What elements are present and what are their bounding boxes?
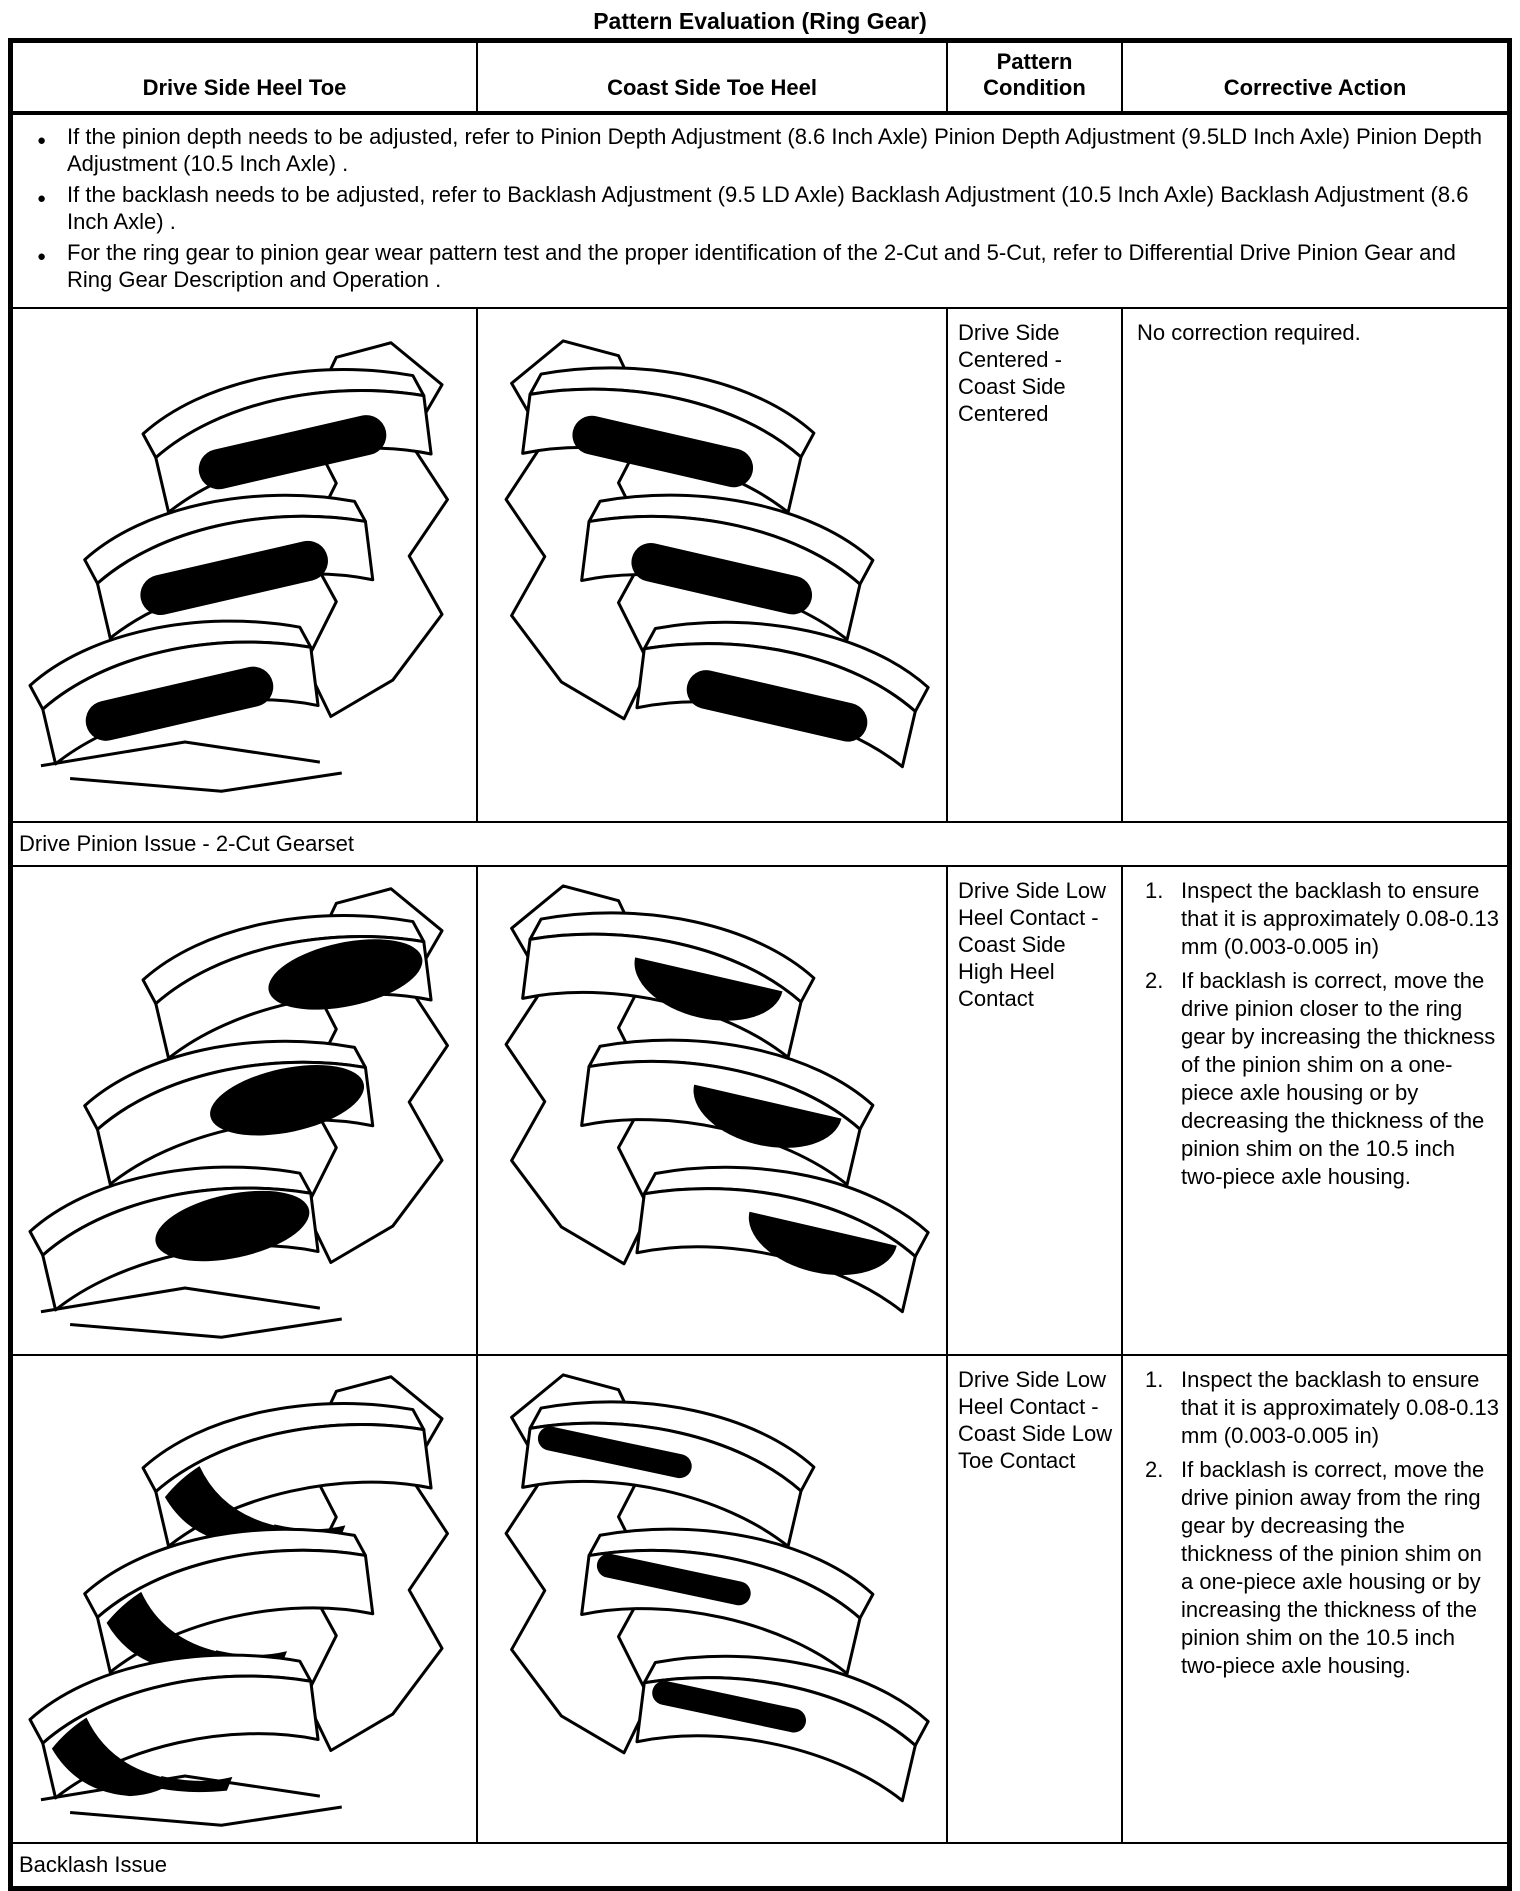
bullet-icon: ● xyxy=(37,248,47,265)
pattern-condition-cell: Drive Side Low Heel Contact - Coast Side High Heel Contact xyxy=(948,867,1123,1354)
bullet-icon: ● xyxy=(37,190,47,207)
note-item xyxy=(27,181,1497,235)
corrective-action-list xyxy=(1137,1366,1499,1680)
pattern-evaluation-table xyxy=(8,38,1512,1891)
gear-teeth-drawing-icon xyxy=(30,876,458,1345)
corrective-action-cell xyxy=(1123,867,1507,1354)
column-header-corrective-action: Corrective Action xyxy=(1223,75,1407,100)
table-row xyxy=(13,309,1507,823)
column-header-drive-side: Drive Side Heel Toe xyxy=(13,43,478,111)
table-header-row xyxy=(13,43,1507,115)
note-item xyxy=(27,123,1497,177)
note-text: For the ring gear to pinion gear wear pattern test and the proper identification of the 2-Cut and 5-Cut, refer to Differential Drive Pinion Gear and Ring Gear Description and Operation . xyxy=(67,240,1456,292)
table-row xyxy=(13,1356,1507,1845)
corrective-step: Inspect the backlash to ensure that it is approximately 0.08-0.13 mm (0.003-0.005 in) xyxy=(1181,1366,1499,1448)
drive-side-low-heel-pattern-illustration xyxy=(13,1356,478,1843)
gear-teeth-drawing-icon xyxy=(495,873,928,1348)
gear-teeth-drawing-icon xyxy=(30,330,458,799)
notes-list xyxy=(27,123,1497,293)
notes-section xyxy=(13,115,1507,309)
corrective-step: Inspect the backlash to ensure that it is approximately 0.08-0.13 mm (0.003-0.005 in) xyxy=(1181,878,1499,959)
row-footer-label: Drive Pinion Issue - 2-Cut Gearset xyxy=(13,823,1507,867)
note-text: If the pinion depth needs to be adjusted, refer to Pinion Depth Adjustment (8.6 Inch Axle) Pinion Depth Adjustment (9.5LD Inch Axle) Pinion Depth Adjustment (10.5 Inch Axle) . xyxy=(67,124,1482,176)
pattern-condition-cell: Drive Side Low Heel Contact - Coast Side Low Toe Contact xyxy=(948,1356,1123,1843)
note-text: If the backlash needs to be adjusted, refer to Backlash Adjustment (9.5 LD Axle) Backlash Adjustment (10.5 Inch Axle) Backlash Adjustment (8.6 Inch Axle) . xyxy=(67,182,1469,234)
pattern-condition-cell: Drive Side Centered - Coast Side Centered xyxy=(948,309,1123,821)
column-header-coast-side: Coast Side Toe Heel xyxy=(478,43,948,111)
gear-teeth-drawing-icon xyxy=(495,328,928,803)
corrective-step: If backlash is correct, move the drive pinion closer to the ring gear by increasing the thickness of the pinion shim on a one-piece axle housing or by decreasing the thickness of the pinion shim on the 10.5 inch two-piece axle housing. xyxy=(1181,968,1496,1189)
bullet-icon: ● xyxy=(37,132,47,149)
column-header-pattern-condition: Pattern Condition xyxy=(948,43,1123,111)
corrective-action-cell: No correction required. xyxy=(1137,320,1361,345)
corrective-action-list xyxy=(1137,877,1499,1191)
corrective-action-cell xyxy=(1123,1356,1507,1843)
drive-side-heel-contact-pattern-illustration xyxy=(13,867,478,1354)
table-row xyxy=(13,867,1507,1356)
gear-teeth-drawing-icon xyxy=(495,1362,928,1837)
page-title: Pattern Evaluation (Ring Gear) xyxy=(593,8,927,34)
coast-side-centered-pattern-illustration xyxy=(478,309,948,821)
coast-side-low-toe-pattern-illustration xyxy=(478,1356,948,1843)
note-item xyxy=(27,239,1497,293)
gear-teeth-drawing-icon xyxy=(30,1364,458,1833)
drive-side-centered-pattern-illustration xyxy=(13,309,478,821)
corrective-step: If backlash is correct, move the drive pinion away from the ring gear by decreasing the thickness of the pinion shim on a one-piece axle housing or by increasing the thickness of the pinion shim on the 10.5 inch two-piece axle housing. xyxy=(1181,1456,1485,1678)
coast-side-high-heel-pattern-illustration xyxy=(478,867,948,1354)
row-footer-label: Backlash Issue xyxy=(19,1852,167,1878)
